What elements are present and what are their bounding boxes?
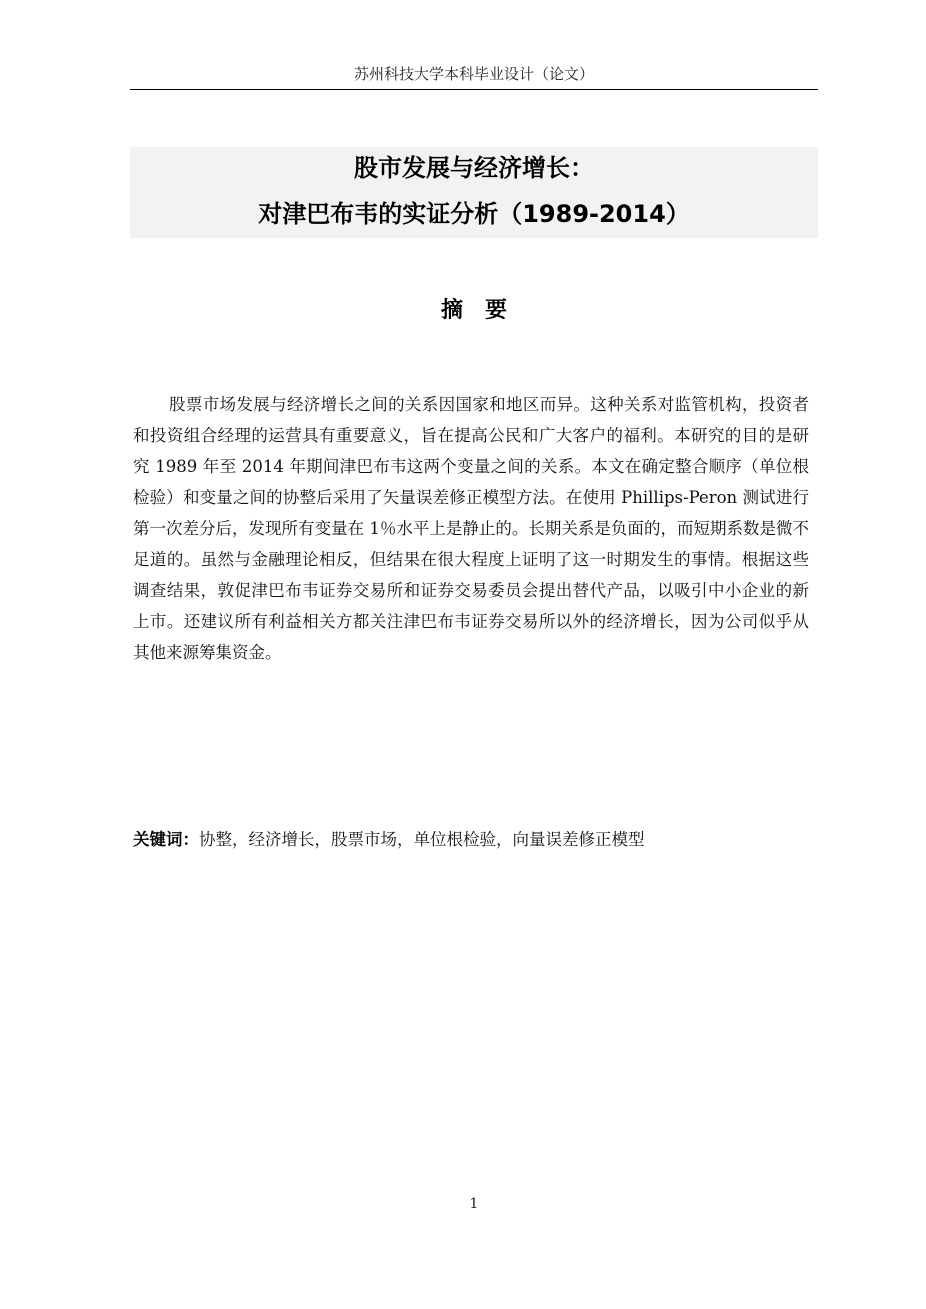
- page-number: 1: [469, 1196, 479, 1212]
- abstract-heading: 摘要: [440, 298, 529, 323]
- running-header: 苏州科技大学本科毕业设计（论文）: [353, 65, 594, 83]
- keywords-label: 关键词：: [133, 830, 199, 849]
- paper-title-line-1: 股市发展与经济增长：: [354, 154, 594, 182]
- keywords-line: [133, 826, 813, 854]
- paper-title-line-2: 对津巴布韦的实证分析（1989-2014）: [258, 200, 690, 228]
- title-block: [130, 147, 818, 238]
- header-rule: [130, 89, 818, 90]
- keywords-text: 协整，经济增长，股票市场，单位根检验，向量误差修正模型: [199, 830, 645, 849]
- abstract-body: 股票市场发展与经济增长之间的关系因国家和地区而异。这种关系对监管机构，投资者和投资组合经理的运营具有重要意义，旨在提高公民和广大客户的福利。本研究的目的是研究 1989 年至 2014 年期间津巴布韦这两个变量之间的关系。本文在确定整合顺序（单位根检验）和变量之间的协整后采用了矢量误差修正模型方法。在使用 Phillips-Peron 测试进行第一次差分后，发现所有变量在 1％水平上是静止的。长期关系是负面的，而短期系数是微不足道的。虽然与金融理论相反，但结果在很大程度上证明了这一时期发生的事情。根据这些调查结果，敦促津巴布韦证券交易所和证券交易委员会提出替代产品，以吸引中小企业的新上市。还建议所有利益相关方都关注津巴布韦证券交易所以外的经济增长，因为公司似乎从其他来源筹集资金。: [133, 395, 809, 662]
